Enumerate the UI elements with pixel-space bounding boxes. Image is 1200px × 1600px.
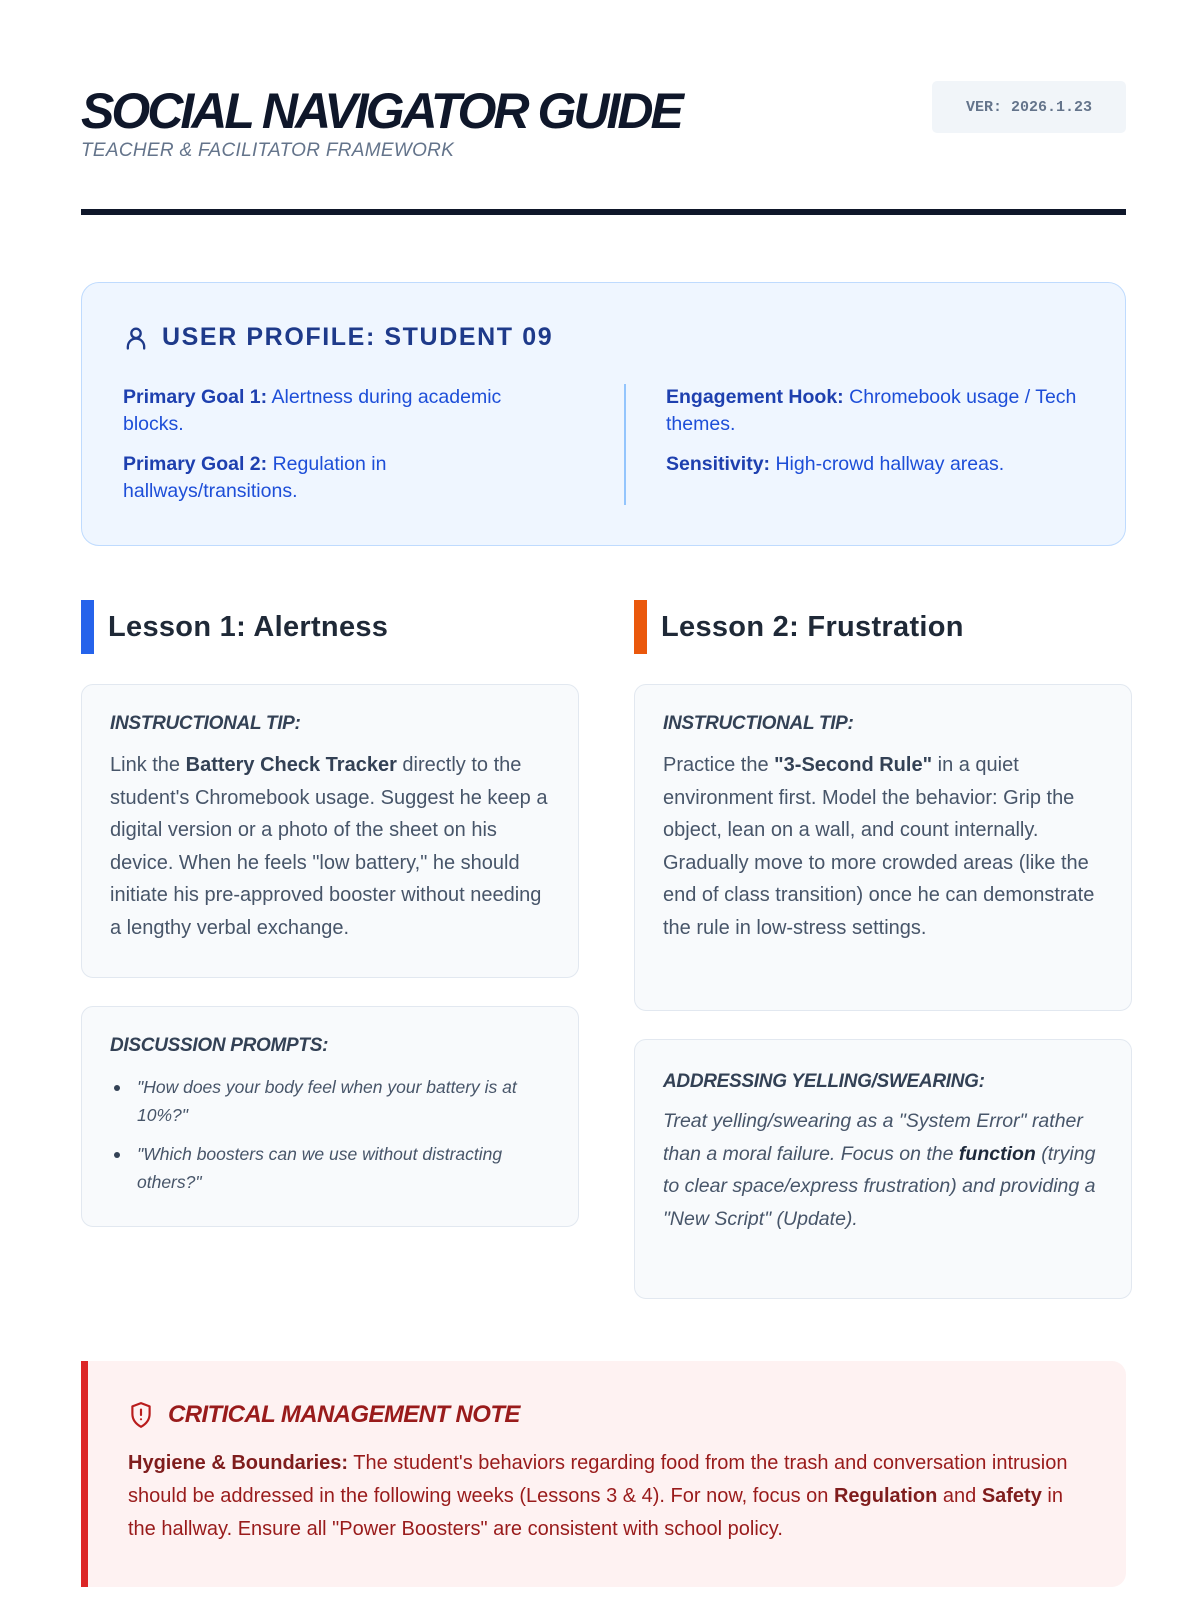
critical-lead: Hygiene & Boundaries: [128, 1452, 349, 1474]
goal-1-label: Primary Goal 1: [123, 386, 268, 408]
critical-note-title: CRITICAL MANAGEMENT NOTE [168, 1401, 520, 1428]
tip-emphasis: "3-Second Rule" [774, 754, 933, 776]
page-subtitle: TEACHER & FACILITATOR FRAMEWORK [81, 140, 455, 161]
critical-text-3: in the hallway. Ensure all "Power Boosters" are consistent with school policy. [128, 1485, 1063, 1540]
lesson-2-tip-label: INSTRUCTIONAL TIP: [663, 713, 854, 734]
critical-note-header [128, 1401, 520, 1429]
lesson-1-tip-text [110, 749, 551, 944]
lesson-1-heading [81, 600, 388, 654]
profile-column-divider [624, 384, 626, 505]
yelling-label: ADDRESSING YELLING/SWEARING: [663, 1071, 985, 1092]
sensitivity-text: High-crowd hallway areas. [775, 453, 1005, 475]
critical-emphasis-2: Safety [981, 1485, 1042, 1507]
lesson-2-tip-text [663, 749, 1104, 944]
goal-1-text: Alertness during academic blocks. [123, 386, 502, 435]
hook-text: Chromebook usage / Tech themes. [666, 386, 1077, 435]
lesson-1-accent-bar [81, 600, 94, 654]
profile-goals [123, 384, 553, 518]
page-header [81, 80, 1126, 162]
lesson-1-prompts-card [81, 1006, 579, 1227]
shield-alert-icon [128, 1401, 154, 1429]
critical-text-1: The student's behaviors regarding food from the trash and conversation intrusion should be addressed in the following weeks (Lessons 3 & 4). For now, focus on [128, 1452, 1068, 1507]
profile-sensitivity [666, 451, 1096, 478]
lesson-2-yelling-card [634, 1039, 1132, 1299]
page-title: SOCIAL NAVIGATOR GUIDE [81, 83, 681, 139]
tip-text-end: directly to the student's Chromebook usage. Suggest he keep a digital version or a photo of the sheet on his device. When he feels "low battery," he should initiate his pre-approved booster without needing a lengthy verbal exchange. [110, 754, 548, 939]
sensitivity-label: Sensitivity: [666, 453, 771, 475]
list-item: "How does your body feel when your battery is at 10%?" [110, 1073, 551, 1129]
tip-text-start: Practice the [663, 754, 769, 776]
profile-goal-1 [123, 384, 553, 438]
lesson-1-title: Lesson 1: Alertness [108, 610, 389, 643]
yelling-text [663, 1105, 1104, 1235]
lesson-2-tip-card [634, 684, 1132, 1011]
hook-label: Engagement Hook: [666, 386, 844, 408]
discussion-prompts-list [110, 1073, 551, 1196]
lesson-2-accent-bar [634, 600, 647, 654]
lesson-2-title: Lesson 2: Frustration [661, 610, 964, 643]
tip-emphasis: Battery Check Tracker [185, 754, 397, 776]
critical-emphasis-1: Regulation [833, 1485, 938, 1507]
critical-text-2: and [942, 1485, 977, 1507]
yelling-text-start: Treat yelling/swearing as a "System Error" rather than a moral failure. Focus on the [663, 1110, 1083, 1165]
profile-goal-2 [123, 451, 553, 505]
user-icon [122, 324, 150, 352]
lesson-1-tip-label: INSTRUCTIONAL TIP: [110, 713, 301, 734]
list-item: "Which boosters can we use without distracting others?" [110, 1140, 551, 1196]
critical-note-text [128, 1447, 1088, 1546]
yelling-emphasis: function [958, 1142, 1036, 1165]
tip-text-end: in a quiet environment first. Model the behavior: Grip the object, lean on a wall, and count internally. Gradually move to more crowded areas (like the end of class transition) once he can demonstrate the rule in low-stress settings. [663, 754, 1095, 939]
lesson-2-heading [634, 600, 964, 654]
user-profile-card [81, 282, 1126, 546]
lesson-1-prompts-label: DISCUSSION PROMPTS: [110, 1035, 329, 1056]
critical-note-card [81, 1361, 1126, 1587]
yelling-text-end: (trying to clear space/express frustration) and providing a "New Script" (Update). [663, 1142, 1096, 1230]
goal-2-label: Primary Goal 2: [123, 453, 268, 475]
tip-text-start: Link the [110, 754, 181, 776]
profile-traits [666, 384, 1096, 491]
profile-title: USER PROFILE: STUDENT 09 [162, 323, 554, 351]
goal-2-text: Regulation in hallways/transitions. [123, 453, 387, 502]
profile-header [122, 323, 553, 352]
header-divider [81, 209, 1126, 215]
profile-hook [666, 384, 1096, 438]
lesson-1-tip-card [81, 684, 579, 978]
version-badge: VER: 2026.1.23 [932, 81, 1126, 133]
